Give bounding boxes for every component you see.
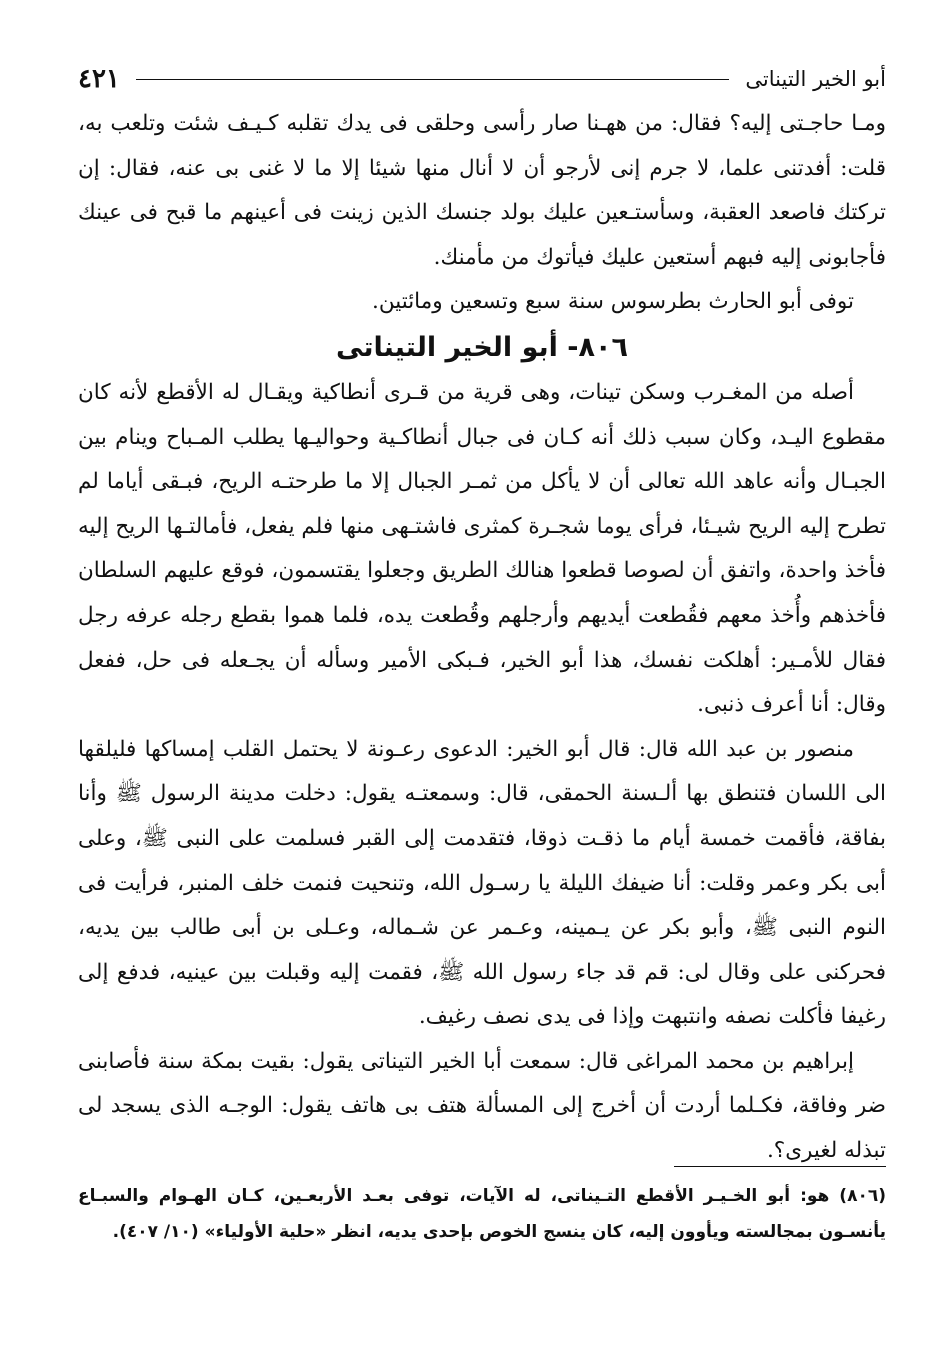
header-rule — [136, 79, 730, 80]
footnote: (٨٠٦) هو: أبو الخـيـر الأقطع التـيناتى، له الآيات، توفى بعـد الأربعـين، كـان الهـوام والسبـاع يأنسـون بمجالسته ويأوون إليه، كان ينسج الخوص بإحدى يديه، انظر «حلية الأولياء» (١٠/ ٤٠٧). — [78, 1186, 886, 1242]
footnote-rule — [674, 1166, 886, 1167]
main-text — [78, 102, 886, 1174]
page-number: ٤٢١ — [78, 64, 120, 94]
entry-heading: ٨٠٦- أبو الخير التيناتى — [336, 331, 628, 363]
paragraph-death-note: توفى أبو الحارث بطرسوس سنة سبع وتسعين ومائتين. — [372, 289, 854, 315]
paragraph-mansur-narration: منصور بن عبد الله قال: قال أبو الخير: الدعوى رعـونة لا يحتمل القلب إمساكها فليلقها الى اللسان فتنطق بها ألـسنة الحمقى، قال: وسمعتـه يقول: دخلت مدينة الرسول ﷺ وأنا بفاقة، فأقمت خمسة أيام ما ذقـت ذوقا، فتقدمت إلى القبر فسلمت على النبى ﷺ، وعلى أبى بكر وعمر وقلت: أنا ضيفك الليلة يا رسـول الله، وتنحيت فنمت خلف المنبر، فرأيت فى النوم النبى ﷺ، وأبو بكر عن يـمينه، وعـمر عن شـماله، وعـلى بن أبى طالب بين يديه، فحركنى على وقال لى: قم قد جاء رسول الله ﷺ، فقمت إليه وقبلت بين عينيه، فدفع إلى رغيفا فأكلت نصفه وانتبهت وإذا فى يدى نصف رغيف. — [78, 736, 886, 1030]
running-header — [78, 62, 886, 96]
paragraph-continuation: ومـا حاجـتى إليه؟ فقال: من ههـنا صار رأسى وحلقى فى يدك تقلبه كـيـف شئت وتلعب به، قلت: أفدتنى علما، لا جرم إنى لأرجو أن لا أنال منها شيئا إلا ما لا غنى بى عنه، فقال: إن تركتك فاصعد العقبة، وسأستـعين عليك بولد جنسك الذين زينت فى أعينهم ما قبح فى عينك فأجابونى إليه فبهم أستعين عليك فيأتوك من مأمنك. — [78, 111, 886, 270]
book-page — [78, 0, 886, 1352]
paragraph-ibrahim-narration: إبراهيم بن محمد المراغى قال: سمعت أبا الخير التيناتى يقول: بقيت بمكة سنة فأصابنى ضر وفاقة، فكـلما أردت أن أخرج إلى المسألة هتف بى هاتف يقول: الوجـه الذى يسجد لى تبذله لغيرى؟. — [78, 1048, 886, 1164]
paragraph-biography: أصله من المغـرب وسكن تينات، وهى قرية من قـرى أنطاكية ويقـال له الأقطع لأنه كان مقطوع اليـد، وكان سبب ذلك أنه كـان فى جبال أنطاكـية وحواليـها يطلب المـباح وينام بين الجبـال وأنه عاهد الله تعالى أن لا يأكل من ثمـر الجبال إلا ما طرحتـه الريح، فبـقى أياما لم تطرح إليه الريح شيـئا، فرأى يوما شجـرة كمثرى فاشتـهى منها فلم يفعل، فأمالتـها الريح إليه فأخذ واحدة، واتفق أن لصوصا قطعوا هنالك الطريق وجعلوا يقتسمون، فوقع عليهم السلطان فأخذهم وأُخذ معهم فقُطعت أيديهم وأرجلهم وقُطعت يده، فلما هموا بقطع رجله عرفه رجل فقال للأمـير: أهلكت نفسك، هذا أبو الخير، فـبكى الأمير وسأله أن يجـعله فى حل، ففعل وقال: أنا أعرف ذنبى. — [78, 379, 886, 718]
running-title: أبو الخير التيناتى — [745, 67, 886, 91]
